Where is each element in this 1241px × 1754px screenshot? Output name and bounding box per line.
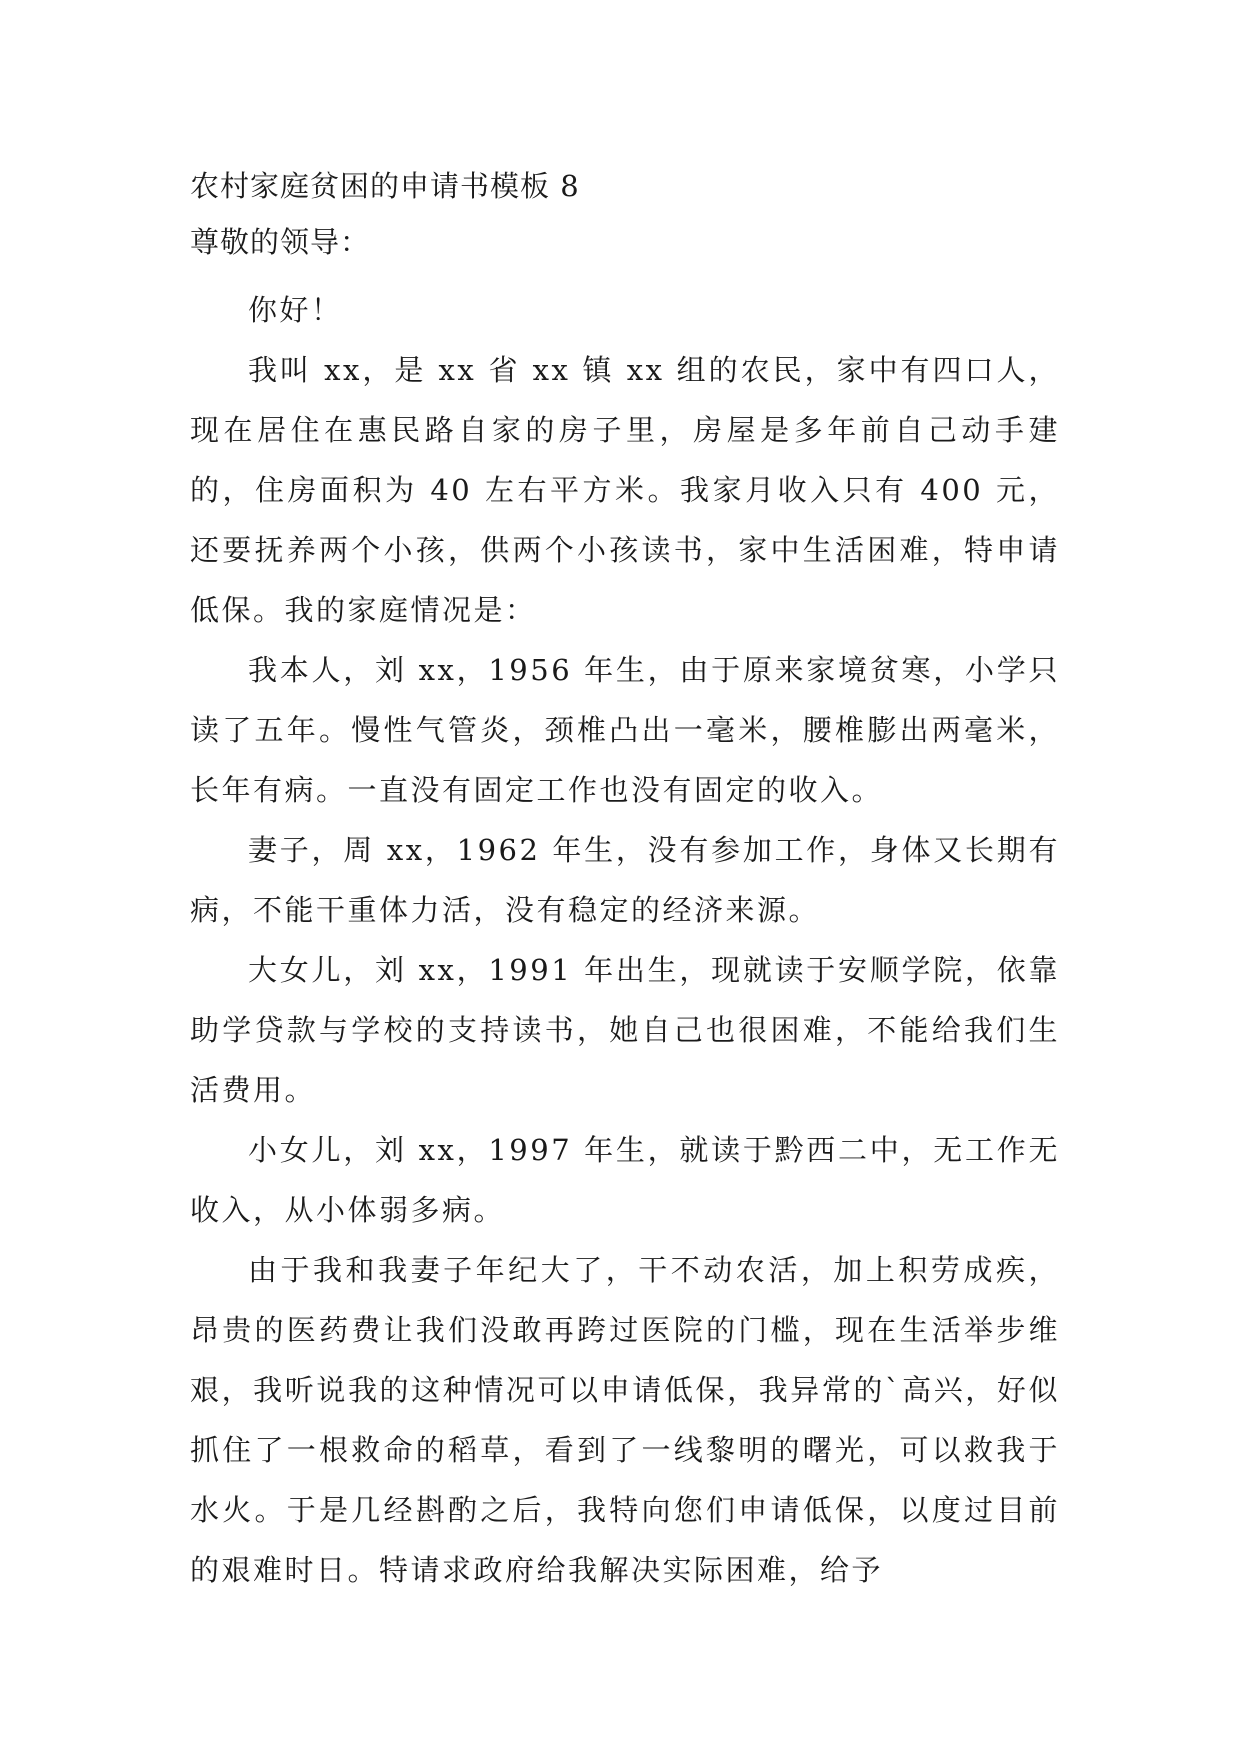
paragraph-self: 我本人，刘 xx，1956 年生，由于原来家境贫寒，小学只读了五年。慢性气管炎，颈椎凸出一毫米，腰椎膨出两毫米，长年有病。一直没有固定工作也没有固定的收入。 (190, 653, 1060, 807)
paragraph-greeting: 你好！ (248, 293, 343, 327)
document-title: 农村家庭贫困的申请书模板 8 (190, 169, 580, 203)
paragraph-introduction: 我叫 xx，是 xx 省 xx 镇 xx 组的农民，家中有四口人，现在居住在惠民路自家的房子里，房屋是多年前自己动手建的，住房面积为 40 左右平方米。我家月收入只有 400 元，还要抚养两个小孩，供两个小孩读书，家中生活困难，特申请低保。我的家庭情况是： (190, 353, 1060, 627)
paragraph-younger-daughter: 小女儿，刘 xx，1997 年生，就读于黔西二中，无工作无收入，从小体弱多病。 (190, 1133, 1060, 1227)
paragraph-elder-daughter: 大女儿，刘 xx，1991 年出生，现就读于安顺学院，依靠助学贷款与学校的支持读书，她自己也很困难，不能给我们生活费用。 (190, 953, 1060, 1107)
paragraph-wife: 妻子，周 xx，1962 年生，没有参加工作，身体又长期有病，不能干重体力活，没有稳定的经济来源。 (190, 833, 1060, 927)
document-body (190, 280, 1060, 1600)
salutation: 尊敬的领导： (190, 225, 371, 259)
paragraph-request: 由于我和我妻子年纪大了，干不动农活，加上积劳成疾，昂贵的医药费让我们没敢再跨过医院的门槛，现在生活举步维艰，我听说我的这种情况可以申请低保，我异常的`高兴，好似抓住了一根救命的稻草，看到了一线黎明的曙光，可以救我于水火。于是几经斟酌之后，我特向您们申请低保，以度过目前的艰难时日。特请求政府给我解决实际困难，给予 (190, 1253, 1060, 1587)
